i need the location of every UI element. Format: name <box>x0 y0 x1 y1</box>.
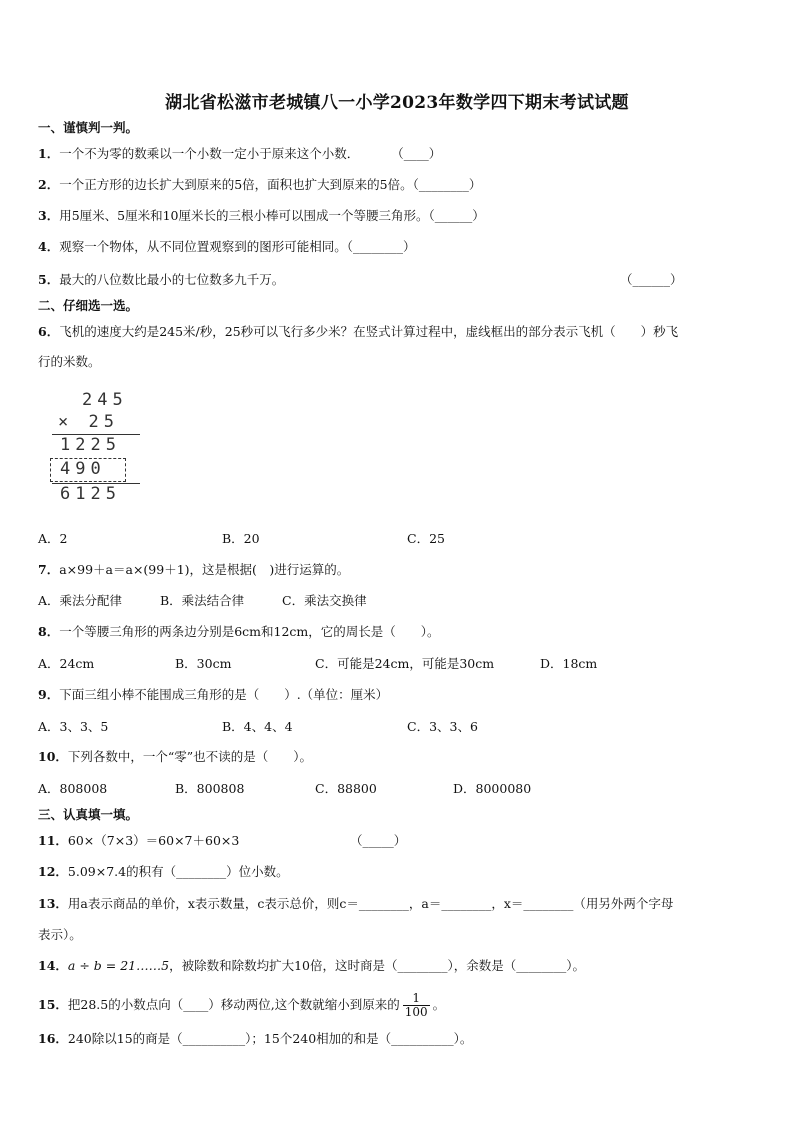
question-10 <box>38 748 312 766</box>
question-12 <box>38 863 289 881</box>
answer-paren[interactable]: （________） <box>346 239 416 254</box>
question-number: 8． <box>38 624 60 639</box>
question-number: 1． <box>38 146 60 161</box>
option-c[interactable]: C．乘法交换律 <box>282 593 367 608</box>
section-heading-1: 一、谨慎判一判。 <box>38 120 139 135</box>
question-3 <box>38 207 485 225</box>
answer-paren[interactable]: （____） <box>391 146 442 161</box>
option-b[interactable]: B．4、4、4 <box>222 719 293 734</box>
question-text: a×99＋a＝a×(99＋1)，这是根据( )进行运算的。 <box>59 562 350 577</box>
answer-paren[interactable]: （______） <box>428 208 485 223</box>
question-number: 9． <box>38 687 60 702</box>
calc-row-partial-2: 490 <box>60 459 106 479</box>
question-11 <box>38 832 239 850</box>
question-14 <box>38 957 585 975</box>
question-text: 用a表示商品的单价，x表示数量，c表示总价，则c＝________，a＝________，x＝________（用另外两个字母 <box>67 896 674 911</box>
question-8 <box>38 623 440 641</box>
question-7 <box>38 561 349 579</box>
question-6-continued: 行的米数。 <box>38 354 101 369</box>
question-4 <box>38 238 415 256</box>
question-5 <box>38 271 284 289</box>
question-text: 下列各数中，一个“零”也不读的是（ ）。 <box>67 749 312 764</box>
question-number: 11． <box>38 833 68 848</box>
division-expression: a ÷ b = 21……5 <box>67 958 170 973</box>
fraction <box>403 992 430 1019</box>
option-a[interactable]: A．24cm <box>38 656 95 671</box>
question-9 <box>38 686 388 704</box>
option-a[interactable]: A．3、3、5 <box>38 719 109 734</box>
question-number: 14． <box>38 958 68 973</box>
question-text: 240除以15的商是（__________）；15个240相加的和是（__________）。 <box>67 1031 473 1046</box>
question-text: 把28.5的小数点向（____）移动两位,这个数就缩小到原来的 <box>67 997 400 1012</box>
calc-row-multiplier: × 25 <box>58 412 119 432</box>
question-text-end: 。 <box>432 997 446 1012</box>
option-b[interactable]: B．20 <box>222 531 260 546</box>
calc-row-partial-1: 1225 <box>60 435 121 455</box>
option-c[interactable]: C．88800 <box>315 781 377 796</box>
option-d[interactable]: D．8000080 <box>453 781 532 796</box>
option-d[interactable]: D．18cm <box>540 656 598 671</box>
option-a[interactable]: A．乘法分配律 <box>38 593 123 608</box>
question-text: 下面三组小棒不能围成三角形的是（ ）.（单位：厘米） <box>59 687 389 702</box>
question-15 <box>38 992 445 1019</box>
option-c[interactable]: C．可能是24cm，可能是30cm <box>315 656 495 671</box>
answer-paren[interactable]: （________） <box>412 177 482 192</box>
question-text: 飞机的速度大约是245米/秒，25秒可以飞行多少米？在竖式计算过程中，虚线框出的部分表示飞机（ ）秒飞 <box>59 324 679 339</box>
option-b[interactable]: B．乘法结合律 <box>160 593 245 608</box>
question-number: 3． <box>38 208 60 223</box>
question-text: 观察一个物体，从不同位置观察到的图形可能相同。 <box>59 239 347 254</box>
question-1 <box>38 145 441 163</box>
page-title: 湖北省松滋市老城镇八一小学2023年数学四下期末考试试题 <box>165 93 629 113</box>
question-2 <box>38 176 481 194</box>
question-13 <box>38 895 673 913</box>
fraction-numerator: 1 <box>403 992 430 1006</box>
section-heading-3: 三、认真填一填。 <box>38 807 139 822</box>
question-text: 5.09×7.4的积有（________）位小数。 <box>67 864 289 879</box>
section-heading-2: 二、仔细选一选。 <box>38 298 139 313</box>
calc-row-multiplicand: 245 <box>82 390 128 410</box>
question-13-continued: 表示）。 <box>38 927 82 942</box>
answer-paren[interactable]: （______） <box>620 272 683 287</box>
question-number: 13． <box>38 896 68 911</box>
question-number: 7． <box>38 562 60 577</box>
question-number: 2． <box>38 177 60 192</box>
option-c[interactable]: C．3、3、6 <box>407 719 478 734</box>
question-16 <box>38 1030 472 1048</box>
question-text: 一个等腰三角形的两条边分别是6cm和12cm，它的周长是（ ）。 <box>59 624 440 639</box>
question-text: 60×（7×3）＝60×7＋60×3 <box>67 833 240 848</box>
question-number: 15． <box>38 997 68 1012</box>
question-number: 6． <box>38 324 60 339</box>
question-number: 12． <box>38 864 68 879</box>
question-number: 16． <box>38 1031 68 1046</box>
vertical-calculation <box>50 390 150 505</box>
question-number: 4． <box>38 239 60 254</box>
option-a[interactable]: A．808008 <box>38 781 108 796</box>
question-text: 一个正方形的边长扩大到原来的5倍，面积也扩大到原来的5倍。 <box>59 177 413 192</box>
option-a[interactable]: A．2 <box>38 531 68 546</box>
answer-paren[interactable]: （_____） <box>350 833 407 848</box>
question-6 <box>38 323 678 341</box>
option-b[interactable]: B．30cm <box>175 656 232 671</box>
option-c[interactable]: C．25 <box>407 531 445 546</box>
option-b[interactable]: B．800808 <box>175 781 245 796</box>
question-text: 最大的八位数比最小的七位数多九千万。 <box>59 272 285 287</box>
fraction-denominator: 100 <box>404 1005 428 1019</box>
question-number: 10． <box>38 749 68 764</box>
question-text: 一个不为零的数乘以一个小数一定小于原来这个小数． <box>59 146 360 161</box>
question-text: ，被除数和除数均扩大10倍，这时商是（________），余数是（________）。 <box>169 958 585 973</box>
question-number: 5． <box>38 272 60 287</box>
question-text: 用5厘米、5厘米和10厘米长的三根小棒可以围成一个等腰三角形。 <box>59 208 429 223</box>
calc-row-product: 6125 <box>60 484 121 504</box>
